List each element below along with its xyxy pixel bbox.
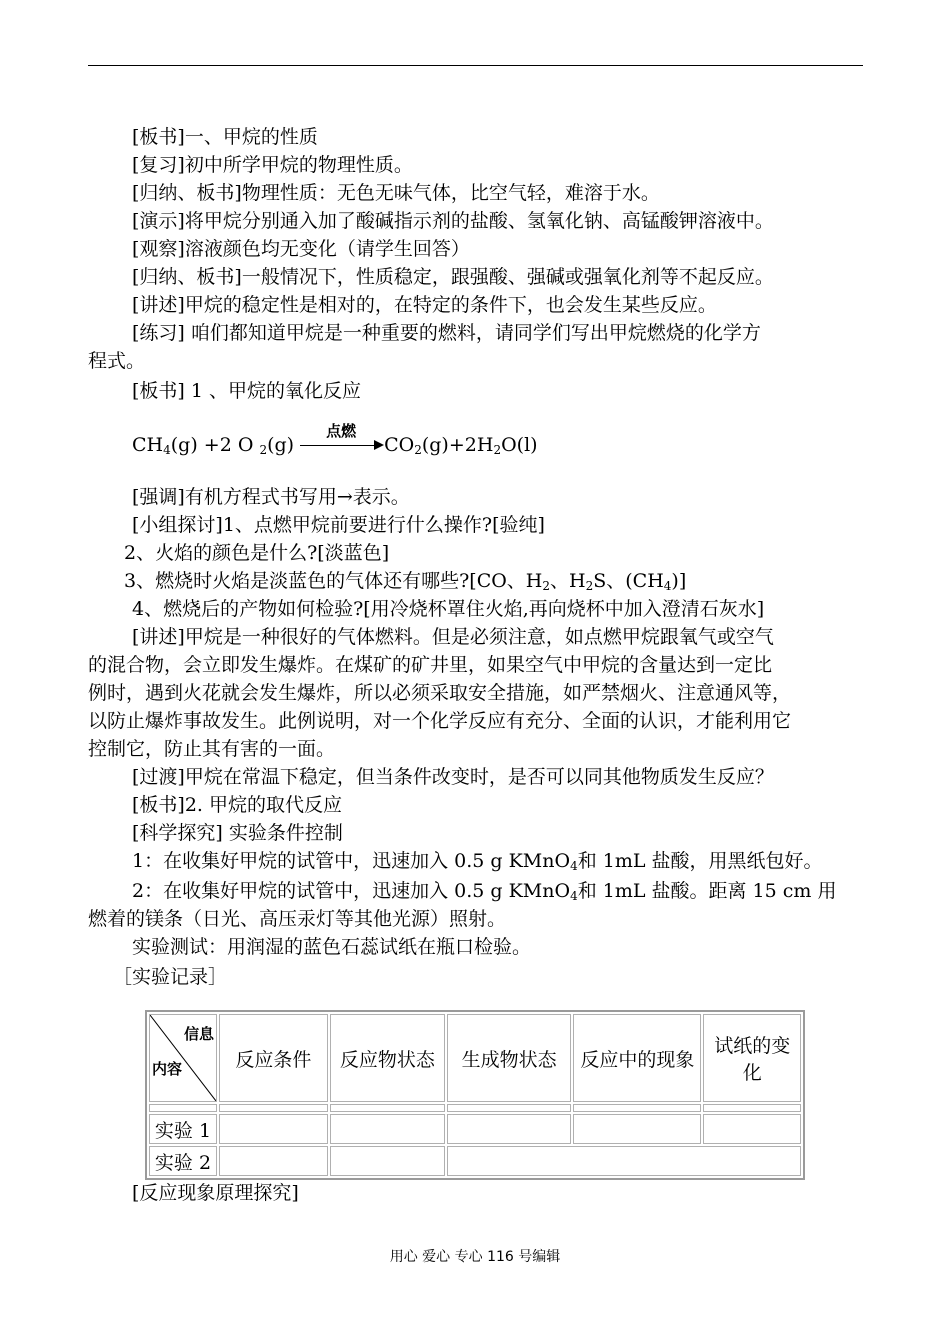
diag-label-content: 内容 [152,1060,183,1078]
narration-line-3: 例时，遇到火花就会发生爆炸，所以必须采取安全措施，如严禁烟火、注意通风等， [88,682,792,704]
reaction-arrow [300,422,384,458]
header-reactant-state: 反应物状态 [330,1014,445,1102]
stability-relative-line: [讲述]甲烷的稳定性是相对的，在特定的条件下，也会发生某些反应。 [132,294,717,316]
row-label-exp2: 实验 2 [149,1146,217,1176]
observe-line: [观察]溶液颜色均无变化（请学生回答） [132,238,470,260]
substitution-heading: [板书]2. 甲烷的取代反应 [132,794,342,816]
question-3-line: 3、燃烧时火焰是淡蓝色的气体还有哪些?[CO、$H_2$、$H_2S$、$(CH_4)$] [124,570,687,593]
narration-line-2: 的混合物，会立即发生爆炸。在煤矿的矿井里，如果空气中甲烷的含量达到一定比 [88,654,773,676]
arrow-condition-label: 点燃 [326,422,357,440]
combustion-equation: $CH_4(g) +2$ O $_2$(g) 点燃 $CO_2(g)+2H_2O(l)$ [132,432,538,458]
step-2-line-cont: 燃着的镁条（日光、高压汞灯等其他光源）照射。 [88,908,507,930]
demo-line: [演示]将甲烷分别通入加了酸碱指示剂的盐酸、氢氧化钠、高锰酸钾溶液中。 [132,210,774,232]
test-method-line: 实验测试：用润湿的蓝色石蕊试纸在瓶口检验。 [132,936,532,958]
narration-line-5: 控制它，防止其有害的一面。 [88,738,336,760]
diagonal-header-cell [149,1014,217,1102]
page-footer: 用心 爱心 专心 116 号编辑 [389,1249,561,1265]
row-label-exp1: 实验 1 [149,1114,217,1144]
emphasis-line: [强调]有机方程式书写用→表示。 [132,486,410,508]
step-1-line: 1：在收集好甲烷的试管中，迅速加入 0.5 g KMnO$_4$和 1mL 盐酸，用黑纸包好。 [132,850,823,873]
step-2-line: 2：在收集好甲烷的试管中，迅速加入 0.5 g KMnO$_4$和 1mL 盐酸。距离 15 cm 用 [132,880,837,903]
header-condition: 反应条件 [219,1014,328,1102]
table-header-row [149,1014,801,1102]
exercise-line-cont: 程式。 [88,350,146,372]
question-4-line: 4、燃烧后的产物如何检验?[用冷烧杯罩住火焰,再向烧杯中加入澄清石灰水] [132,598,765,620]
board-heading-properties: [板书]一、甲烷的性质 [132,126,318,148]
experiment-record-table [145,1010,805,1180]
transition-line: [过渡]甲烷在常温下稳定，但当条件改变时，是否可以同其他物质发生反应？ [132,766,774,788]
header-rule [88,65,863,66]
group-discussion-line: [小组探讨]1、点燃甲烷前要进行什么操作?[验纯] [132,514,545,536]
table-row [149,1146,801,1176]
stability-summary-line: [归纳、板书]一般情况下，性质稳定，跟强酸、强碱或强氧化剂等不起反应。 [132,266,774,288]
narration-line-4: 以防止爆炸事故发生。此例说明，对一个化学反应有充分、全面的认识，才能利用它 [88,710,792,732]
inquiry-heading: [科学探究] 实验条件控制 [132,822,343,844]
question-2-line: 2、火焰的颜色是什么?[淡蓝色] [124,542,390,564]
narration-line-1: [讲述]甲烷是一种很好的气体燃料。但是必须注意，如点燃甲烷跟氧气或空气 [132,626,774,648]
exercise-line: [练习] 咱们都知道甲烷是一种重要的燃料，请同学们写出甲烷燃烧的化学方 [132,322,761,344]
header-product-state: 生成物状态 [447,1014,571,1102]
record-heading: ［实验记录］ [113,966,228,988]
review-line: [复习]初中所学甲烷的物理性质。 [132,154,413,176]
physical-properties-line: [归纳、板书]物理性质：无色无味气体，比空气轻，难溶于水。 [132,182,660,204]
table-row [149,1114,801,1144]
principle-heading: [反应现象原理探究] [132,1182,299,1204]
table-spacer-row [149,1104,801,1112]
oxidation-heading: [板书] 1 、甲烷的氧化反应 [132,380,361,402]
header-phenomenon: 反应中的现象 [573,1014,701,1102]
diag-label-info: 信息 [183,1025,214,1043]
header-paper-change: 试纸的变化 [703,1014,801,1102]
